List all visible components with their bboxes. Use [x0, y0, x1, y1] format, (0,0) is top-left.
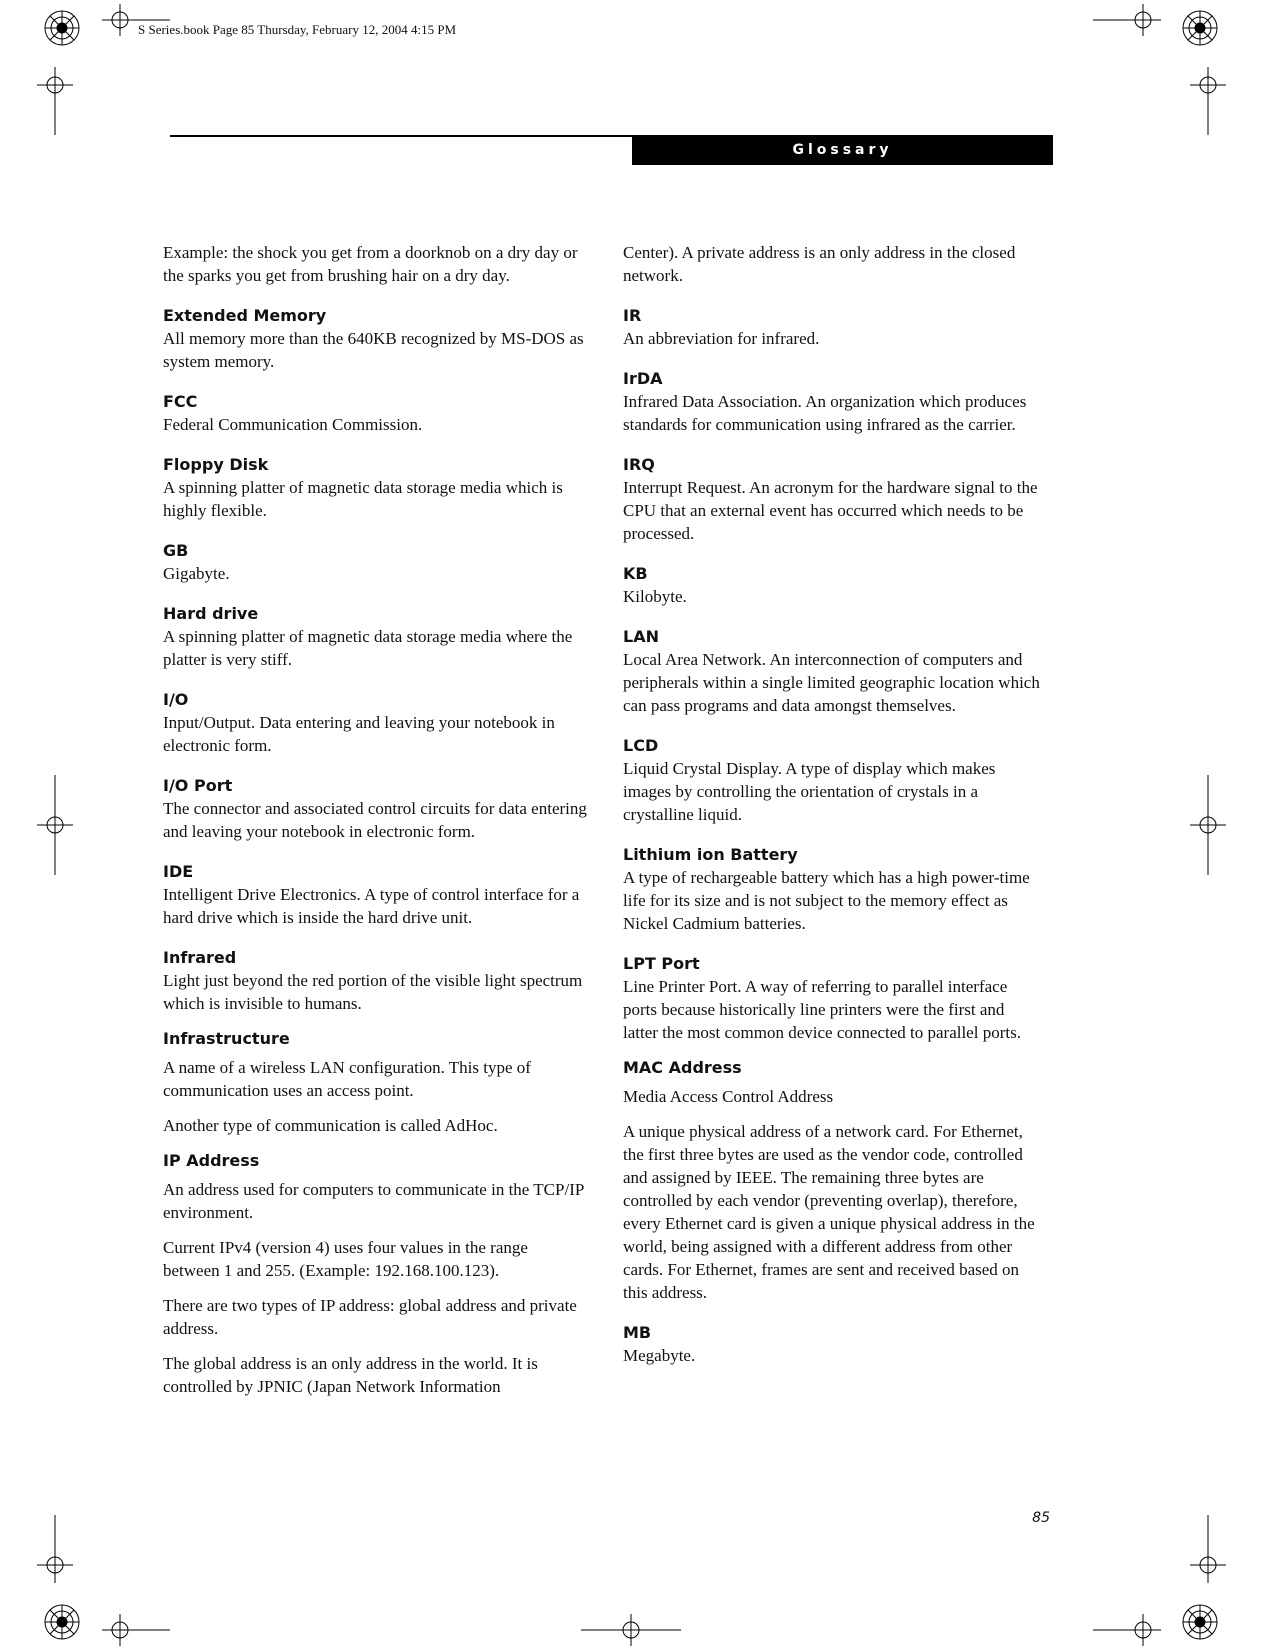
starburst-mark-bottom-right — [1183, 1605, 1217, 1639]
glossary-term: I/O Port — [163, 776, 233, 795]
definition-text: Interrupt Request. An acronym for the hardware signal to the CPU that an external event has occurred which needs to be processed. — [623, 478, 1038, 543]
glossary-entry — [163, 1149, 588, 1398]
starburst-mark-top-right — [1183, 11, 1217, 45]
definition-text: Megabyte. — [623, 1346, 696, 1365]
glossary-entry — [163, 602, 588, 671]
definition-text: A spinning platter of magnetic data storage media which is highly flexible. — [163, 478, 563, 520]
crosshair-mark-right-middle — [1190, 775, 1226, 875]
crosshair-mark-bottom-left — [102, 1614, 170, 1646]
starburst-mark-top-left — [45, 11, 79, 45]
crosshair-mark-bottom-center — [581, 1614, 681, 1646]
definition-text: Intelligent Drive Electronics. A type of control interface for a hard drive which is inside the hard drive unit. — [163, 885, 580, 927]
definition-text: An address used for computers to communicate in the TCP/IP environment. — [163, 1180, 584, 1222]
print-slug: S Series.book Page 85 Thursday, February 12, 2004 4:15 PM — [138, 22, 457, 37]
left-column — [163, 241, 588, 1415]
definition-text: Infrared Data Association. An organization which produces standards for communication using infrared as the carrier. — [623, 392, 1027, 434]
starburst-mark-bottom-left — [45, 1605, 79, 1639]
definition-text: Liquid Crystal Display. A type of display which makes images by controlling the orientation of crystals in a crystalline liquid. — [623, 759, 996, 824]
glossary-term: IDE — [163, 862, 194, 881]
glossary-entry — [163, 688, 588, 757]
definition-text: Federal Communication Commission. — [163, 415, 423, 434]
glossary-term: IRQ — [623, 455, 655, 474]
glossary-entry — [623, 1056, 1043, 1304]
glossary-entry — [623, 734, 1043, 826]
definition-text: Light just beyond the red portion of the visible light spectrum which is invisible to humans. — [163, 971, 583, 1013]
glossary-term: MAC Address — [623, 1058, 742, 1077]
crosshair-mark-right-bottom — [1190, 1515, 1226, 1583]
glossary-entry — [163, 1027, 588, 1137]
definition-text: The global address is an only address in the world. It is controlled by JPNIC (Japan Network Information — [163, 1354, 538, 1396]
crosshair-mark-left-middle — [37, 775, 73, 875]
glossary-term: GB — [163, 541, 189, 560]
glossary-entry — [163, 539, 588, 585]
glossary-entry — [623, 304, 1043, 350]
glossary-entry — [163, 304, 588, 373]
glossary-entry — [623, 625, 1043, 717]
page-number: 85 — [1032, 1510, 1050, 1526]
glossary-continuation — [623, 241, 1043, 287]
right-column — [623, 241, 1043, 1384]
glossary-term: LPT Port — [623, 954, 700, 973]
glossary-entry — [623, 1321, 1043, 1367]
glossary-term: IR — [623, 306, 642, 325]
definition-text: A name of a wireless LAN configuration. This type of communication uses an access point. — [163, 1058, 531, 1100]
glossary-entry — [163, 453, 588, 522]
crosshair-mark-left-top — [37, 67, 73, 135]
glossary-term: MB — [623, 1323, 652, 1342]
crosshair-mark-top-right — [1093, 4, 1161, 36]
definition-text: An abbreviation for infrared. — [623, 329, 820, 348]
definition-text: Local Area Network. An interconnection of computers and peripherals within a single limited geographic location which can pass programs and data amongst themselves. — [623, 650, 1040, 715]
glossary-continuation — [163, 241, 588, 287]
glossary-entry — [623, 562, 1043, 608]
glossary-term: IP Address — [163, 1151, 260, 1170]
definition-text: Line Printer Port. A way of referring to parallel interface ports because historically line printers were the first and latter the most common device connected to parallel ports. — [623, 977, 1021, 1042]
glossary-term: Extended Memory — [163, 306, 327, 325]
glossary-term: Floppy Disk — [163, 455, 269, 474]
definition-text: Input/Output. Data entering and leaving your notebook in electronic form. — [163, 713, 555, 755]
glossary-entry — [623, 367, 1043, 436]
glossary-term: IrDA — [623, 369, 663, 388]
glossary-entry — [163, 774, 588, 843]
definition-text: There are two types of IP address: global address and private address. — [163, 1296, 577, 1338]
glossary-entry — [623, 453, 1043, 545]
definition-text: Media Access Control Address — [623, 1087, 834, 1106]
definition-text: Gigabyte. — [163, 564, 230, 583]
definition-text: A spinning platter of magnetic data storage media where the platter is very stiff. — [163, 627, 573, 669]
definition-text: A type of rechargeable battery which has a high power-time life for its size and is not subject to the memory effect as Nickel Cadmium batteries. — [623, 868, 1030, 933]
crosshair-mark-left-bottom — [37, 1515, 73, 1583]
crosshair-mark-top — [102, 4, 170, 36]
definition-text: The connector and associated control circuits for data entering and leaving your notebook in electronic form. — [163, 799, 587, 841]
crosshair-mark-right-top — [1190, 67, 1226, 135]
crosshair-mark-bottom-right — [1093, 1614, 1161, 1646]
definition-text: Current IPv4 (version 4) uses four values in the range between 1 and 255. (Example: 192.168.100.123). — [163, 1238, 528, 1280]
definition-text: All memory more than the 640KB recognized by MS-DOS as system memory. — [163, 329, 584, 371]
glossary-term: KB — [623, 564, 648, 583]
glossary-term: Hard drive — [163, 604, 259, 623]
section-header: Glossary — [632, 135, 1053, 165]
definition-text: Example: the shock you get from a doorknob on a dry day or the sparks you get from brushing hair on a dry day. — [163, 243, 578, 285]
definition-text: A unique physical address of a network card. For Ethernet, the first three bytes are used as the vendor code, controlled and assigned by IEEE. The remaining three bytes are controlled by each vendor (preventing overlap), therefore, every Ethernet card is given a unique physical address in the world, being assigned with a different address from other cards. For Ethernet, frames are sent and received based on this address. — [623, 1122, 1035, 1302]
glossary-term: FCC — [163, 392, 198, 411]
glossary-entry — [163, 860, 588, 929]
glossary-term: Infrastructure — [163, 1029, 290, 1048]
glossary-entry — [163, 946, 588, 1015]
definition-text: Another type of communication is called AdHoc. — [163, 1116, 498, 1135]
glossary-entry — [623, 843, 1043, 935]
glossary-term: LAN — [623, 627, 659, 646]
glossary-entry — [163, 390, 588, 436]
glossary-entry — [623, 952, 1043, 1044]
header-rule — [170, 135, 632, 137]
definition-text: Center). A private address is an only address in the closed network. — [623, 243, 1016, 285]
glossary-term: LCD — [623, 736, 659, 755]
glossary-term: Infrared — [163, 948, 237, 967]
glossary-term: I/O — [163, 690, 189, 709]
definition-text: Kilobyte. — [623, 587, 687, 606]
glossary-term: Lithium ion Battery — [623, 845, 798, 864]
